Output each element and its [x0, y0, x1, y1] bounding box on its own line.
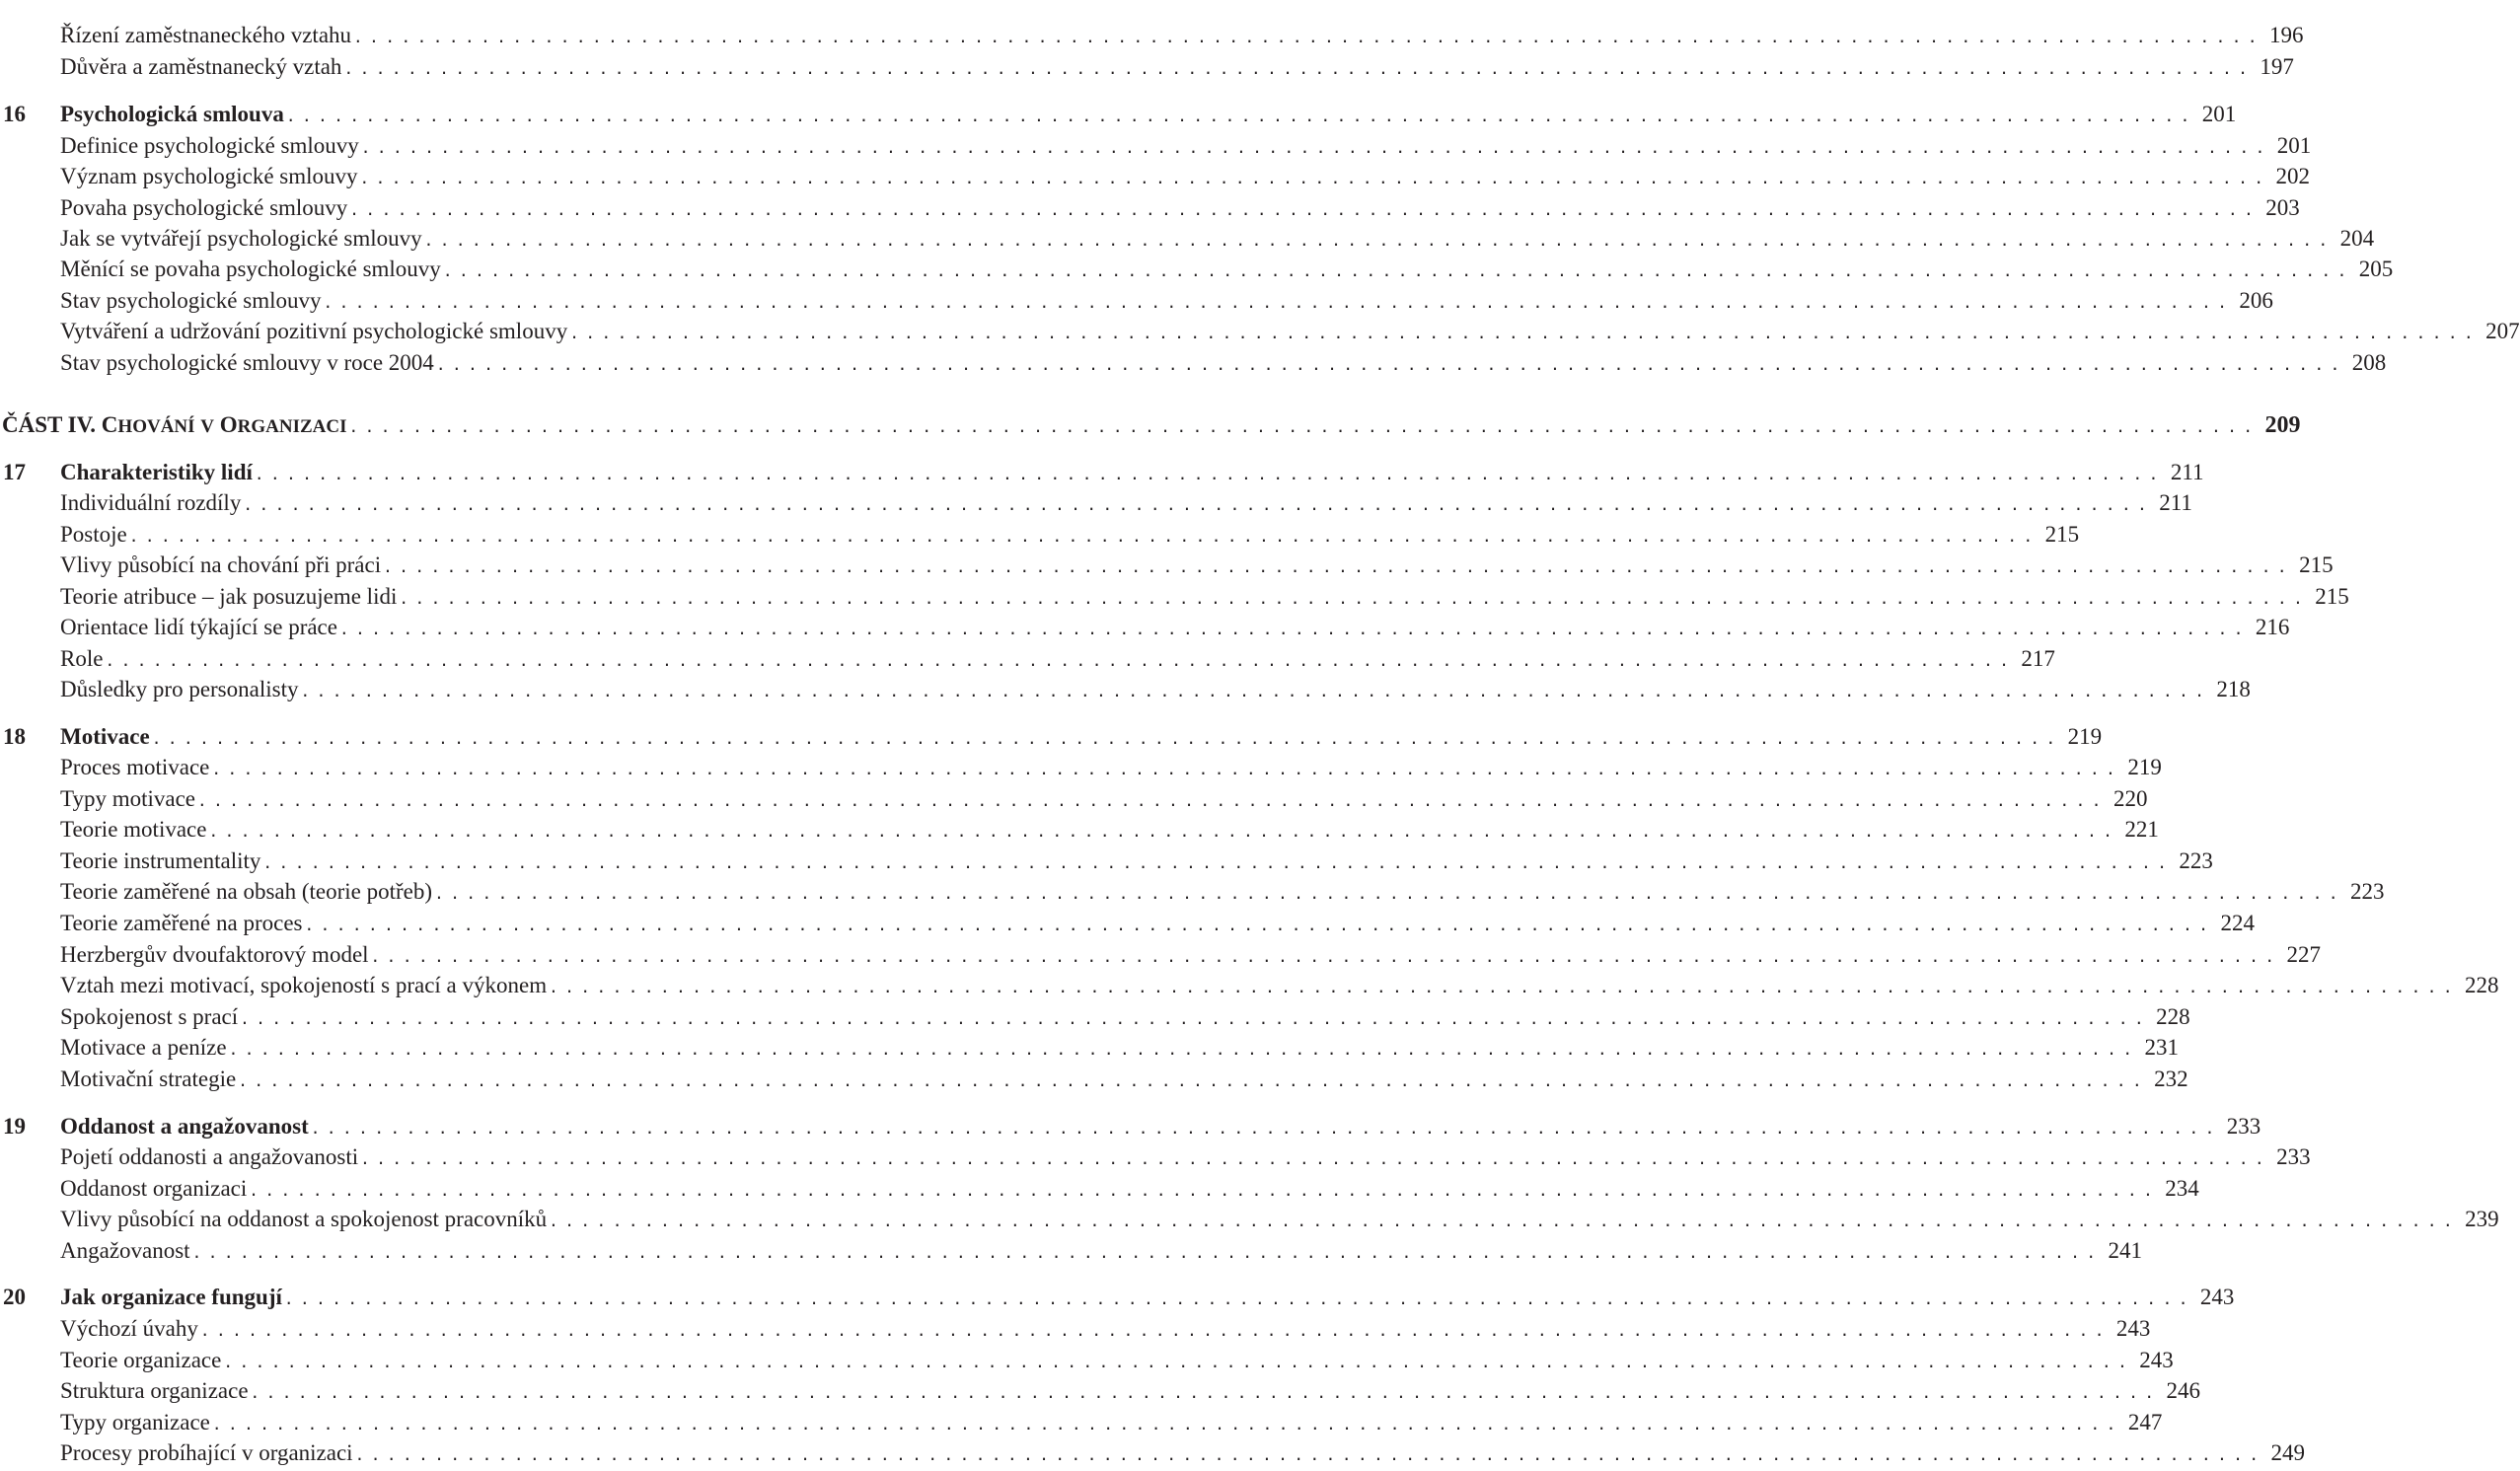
chapter-title: Jak organizace fungují [60, 1285, 282, 1309]
toc-entry[interactable] [0, 581, 2349, 613]
chapter-title: Motivace [60, 724, 150, 749]
entry-title: Struktura organizace [60, 1378, 249, 1403]
dot-leader: ........................................................................................................................ [228, 1040, 2139, 1059]
part-prefix: ČÁST IV. [2, 412, 97, 437]
dot-leader: ........................................................................................................................ [360, 138, 2271, 157]
dot-leader: ........................................................................................................................ [399, 589, 2310, 608]
toc-entry[interactable] [0, 846, 2213, 877]
entry-page: 221 [2124, 817, 2159, 842]
chapter-page: 219 [2067, 724, 2103, 749]
dot-leader: ........................................................................................................................ [360, 1149, 2271, 1168]
part-title-initial: O [219, 412, 238, 437]
entry-title: Stav psychologické smlouvy v roce 2004 [60, 350, 434, 375]
dot-leader: ........................................................................................................................ [249, 1181, 2160, 1200]
toc-entry[interactable] [0, 612, 2290, 643]
toc-entry[interactable] [0, 970, 2499, 1001]
toc-entry[interactable] [0, 1001, 2190, 1033]
chapter-title: Oddanost a angažovanost [60, 1114, 309, 1139]
entry-title: Oddanost organizaci [60, 1176, 248, 1201]
entry-title: Teorie instrumentality [60, 848, 261, 873]
dot-leader: ........................................................................................................................ [105, 651, 2016, 670]
dot-leader: ........................................................................................................................ [243, 495, 2154, 514]
entry-page: 239 [2465, 1207, 2499, 1231]
dot-leader: ........................................................................................................................ [223, 1353, 2134, 1371]
dot-leader: ........................................................................................................................ [238, 1071, 2149, 1090]
dot-leader: ........................................................................................................................ [250, 1383, 2161, 1402]
dot-leader: ........................................................................................................................ [208, 822, 2119, 841]
toc-entry[interactable] [0, 223, 2375, 255]
dot-leader: ........................................................................................................................ [549, 1212, 2460, 1230]
entry-page: 231 [2144, 1035, 2180, 1060]
entry-title: Individuální rozdíly [60, 490, 242, 515]
entry-page: 233 [2276, 1144, 2311, 1169]
chapter-page: 211 [2170, 460, 2204, 484]
toc-entry[interactable] [0, 192, 2300, 224]
chapter-number: 16 [3, 102, 26, 126]
entry-title: Měnící se povaha psychologické smlouvy [60, 257, 441, 281]
entry-title: Vztah mezi motivací, spokojeností s prací a výkonem [60, 973, 548, 997]
entry-page: 218 [2216, 677, 2251, 701]
entry-title: Výchozí úvahy [60, 1316, 198, 1341]
entry-page: 207 [2485, 319, 2520, 343]
dot-leader: ........................................................................................................................ [211, 760, 2122, 778]
dot-leader: ........................................................................................................................ [348, 417, 2260, 436]
toc-entry[interactable] [0, 939, 2321, 971]
chapter-number: 17 [3, 460, 26, 484]
chapter-heading[interactable] [0, 457, 2204, 488]
toc-entry[interactable] [0, 814, 2159, 846]
dot-leader: ........................................................................................................................ [262, 853, 2174, 872]
entry-title: Spokojenost s prací [60, 1004, 239, 1029]
entry-page: 196 [2268, 23, 2304, 47]
toc-entry[interactable] [0, 1407, 2163, 1438]
entry-title: Motivační strategie [60, 1066, 237, 1091]
toc-entry[interactable] [0, 674, 2251, 705]
dot-leader: ........................................................................................................................ [197, 791, 2108, 810]
dot-leader: ........................................................................................................................ [370, 947, 2281, 966]
toc-entry[interactable] [0, 161, 2310, 192]
entry-page: 247 [2127, 1410, 2163, 1434]
toc-entry[interactable] [0, 254, 2394, 285]
entry-page: 223 [2350, 879, 2385, 904]
dot-leader: ........................................................................................................................ [199, 1321, 2111, 1340]
entry-page: 219 [2127, 755, 2162, 779]
entry-page: 215 [2044, 522, 2080, 547]
entry-page: 232 [2154, 1066, 2188, 1091]
entry-title: Povaha psychologické smlouvy [60, 195, 348, 220]
toc-entry[interactable] [0, 752, 2162, 783]
dot-leader: ........................................................................................................................ [383, 557, 2294, 576]
entry-page: 234 [2165, 1176, 2199, 1201]
toc-entry[interactable] [0, 550, 2334, 581]
entry-title: Důvěra a zaměstnanecký vztah [60, 54, 342, 79]
entry-title: Vlivy působící na oddanost a spokojenost pracovníků [60, 1207, 548, 1231]
part-title-smallcaps: RGANIZACI [237, 416, 347, 437]
chapter-heading[interactable] [0, 1282, 2235, 1313]
chapter-page: 201 [2201, 102, 2237, 126]
entry-page: 246 [2166, 1378, 2200, 1403]
entry-page: 204 [2339, 226, 2375, 251]
entry-title: Teorie organizace [60, 1348, 222, 1372]
entry-page: 215 [2315, 584, 2349, 609]
toc-entry[interactable] [0, 130, 2312, 162]
chapter-number: 19 [3, 1114, 26, 1139]
entry-page: 243 [2115, 1316, 2151, 1341]
entry-title: Teorie zaměřené na obsah (teorie potřeb) [60, 879, 433, 904]
chapter-heading[interactable] [0, 99, 2237, 130]
entry-page: 220 [2112, 786, 2148, 811]
entry-page: 224 [2220, 911, 2255, 935]
toc-entry[interactable] [0, 1235, 2143, 1267]
dot-leader: ........................................................................................................................ [310, 1119, 2221, 1138]
dot-leader: ........................................................................................................................ [338, 620, 2250, 638]
toc-entry[interactable] [0, 20, 2304, 51]
dot-leader: ........................................................................................................................ [285, 107, 2196, 125]
dot-leader: ........................................................................................................................ [300, 682, 2211, 700]
part-title-smallcaps: HOVÁNÍ [117, 416, 195, 437]
chapter-number: 18 [3, 724, 26, 749]
entry-page: 217 [2021, 646, 2055, 671]
dot-leader: ........................................................................................................................ [434, 884, 2344, 903]
entry-page: 206 [2239, 288, 2273, 313]
chapter-number: 20 [3, 1285, 26, 1309]
dot-leader: ........................................................................................................................ [151, 729, 2062, 748]
entry-page: 249 [2270, 1440, 2306, 1465]
toc-entry[interactable] [0, 519, 2080, 551]
entry-title: Typy motivace [60, 786, 195, 811]
entry-title: Herzbergův dvoufaktorový model [60, 942, 369, 967]
dot-leader: ........................................................................................................................ [353, 28, 2263, 46]
toc-entry[interactable] [0, 316, 2520, 347]
dot-leader: ........................................................................................................................ [354, 1445, 2265, 1464]
entry-title: Procesy probíhající v organizaci [60, 1440, 353, 1465]
dot-leader: ........................................................................................................................ [359, 169, 2270, 187]
entry-title: Teorie atribuce – jak posuzujeme lidi [60, 584, 398, 609]
entry-page: 203 [2265, 195, 2300, 220]
entry-page: 205 [2358, 257, 2394, 281]
entry-title: Pojetí oddanosti a angažovanosti [60, 1144, 359, 1169]
part-title [2, 409, 347, 443]
entry-title: Orientace lidí týkající se práce [60, 615, 337, 639]
toc-entry[interactable] [0, 1032, 2180, 1064]
entry-title: Vlivy působící na chování při práci [60, 552, 382, 577]
dot-leader: ........................................................................................................................ [211, 1415, 2122, 1434]
dot-leader: ........................................................................................................................ [569, 324, 2481, 342]
entry-page: 215 [2299, 552, 2334, 577]
entry-title: Typy organizace [60, 1410, 210, 1434]
entry-page: 241 [2108, 1238, 2143, 1263]
entry-title: Teorie zaměřené na proces [60, 911, 303, 935]
entry-title: Role [60, 646, 104, 671]
entry-title: Proces motivace [60, 755, 210, 779]
dot-leader: ........................................................................................................................ [254, 465, 2165, 483]
dot-leader: ........................................................................................................................ [304, 916, 2215, 934]
entry-title: Postoje [60, 522, 127, 547]
toc-entry[interactable] [0, 1173, 2199, 1205]
toc-entry[interactable] [0, 285, 2273, 317]
toc-entry[interactable] [0, 51, 2294, 83]
entry-page: 201 [2276, 133, 2312, 158]
chapter-heading[interactable] [0, 721, 2103, 753]
toc-entry[interactable] [0, 1345, 2174, 1376]
entry-page: 202 [2275, 164, 2310, 188]
toc-entry[interactable] [0, 1064, 2188, 1095]
toc-entry[interactable] [0, 1141, 2311, 1173]
entry-page: 216 [2255, 615, 2290, 639]
toc-entry[interactable] [0, 908, 2255, 939]
entry-page: 228 [2156, 1004, 2190, 1029]
toc-entry[interactable] [0, 1437, 2306, 1469]
chapter-title: Psychologická smlouva [60, 102, 284, 126]
entry-page: 208 [2351, 350, 2387, 375]
entry-title: Vytváření a udržování pozitivní psychologické smlouvy [60, 319, 568, 343]
toc-entry[interactable] [0, 1313, 2151, 1345]
dot-leader: ........................................................................................................................ [191, 1243, 2103, 1262]
chapter-heading[interactable] [0, 1111, 2261, 1142]
part-title-smallcaps: V [200, 416, 215, 437]
part-heading[interactable] [0, 409, 2301, 441]
toc-entry[interactable] [0, 876, 2385, 908]
entry-page: 228 [2465, 973, 2499, 997]
entry-page: 227 [2286, 942, 2321, 967]
toc-entry[interactable] [0, 347, 2387, 379]
entry-page: 211 [2159, 490, 2192, 515]
dot-leader: ........................................................................................................................ [128, 527, 2039, 546]
dot-leader: ........................................................................................................................ [423, 231, 2335, 250]
entry-title: Motivace a peníze [60, 1035, 227, 1060]
dot-leader: ........................................................................................................................ [240, 1009, 2151, 1028]
chapter-title: Charakteristiky lidí [60, 460, 253, 484]
dot-leader: ........................................................................................................................ [442, 261, 2353, 280]
entry-title: Definice psychologické smlouvy [60, 133, 359, 158]
entry-title: Angažovanost [60, 1238, 190, 1263]
part-title-initial: C [101, 412, 118, 437]
entry-title: Význam psychologické smlouvy [60, 164, 358, 188]
toc-entry[interactable] [0, 487, 2192, 519]
entry-page: 223 [2179, 848, 2213, 873]
dot-leader: ........................................................................................................................ [549, 978, 2460, 996]
toc-entry[interactable] [0, 1204, 2499, 1235]
toc-entry[interactable] [0, 643, 2055, 675]
dot-leader: ........................................................................................................................ [349, 200, 2261, 219]
toc-entry[interactable] [0, 1375, 2200, 1407]
chapter-page: 243 [2199, 1285, 2235, 1309]
entry-title: Důsledky pro personalisty [60, 677, 299, 701]
entry-page: 243 [2139, 1348, 2174, 1372]
entry-title: Jak se vytvářejí psychologické smlouvy [60, 226, 422, 251]
entry-title: Řízení zaměstnaneckého vztahu [60, 23, 352, 47]
toc-entry[interactable] [0, 783, 2148, 815]
dot-leader: ........................................................................................................................ [283, 1289, 2194, 1308]
entry-page: 197 [2260, 54, 2294, 79]
dot-leader: ........................................................................................................................ [435, 355, 2346, 374]
part-page: 209 [2264, 412, 2301, 438]
dot-leader: ........................................................................................................................ [343, 59, 2255, 78]
chapter-page: 233 [2226, 1114, 2261, 1139]
dot-leader: ........................................................................................................................ [323, 293, 2234, 312]
entry-title: Teorie motivace [60, 817, 207, 842]
entry-title: Stav psychologické smlouvy [60, 288, 322, 313]
